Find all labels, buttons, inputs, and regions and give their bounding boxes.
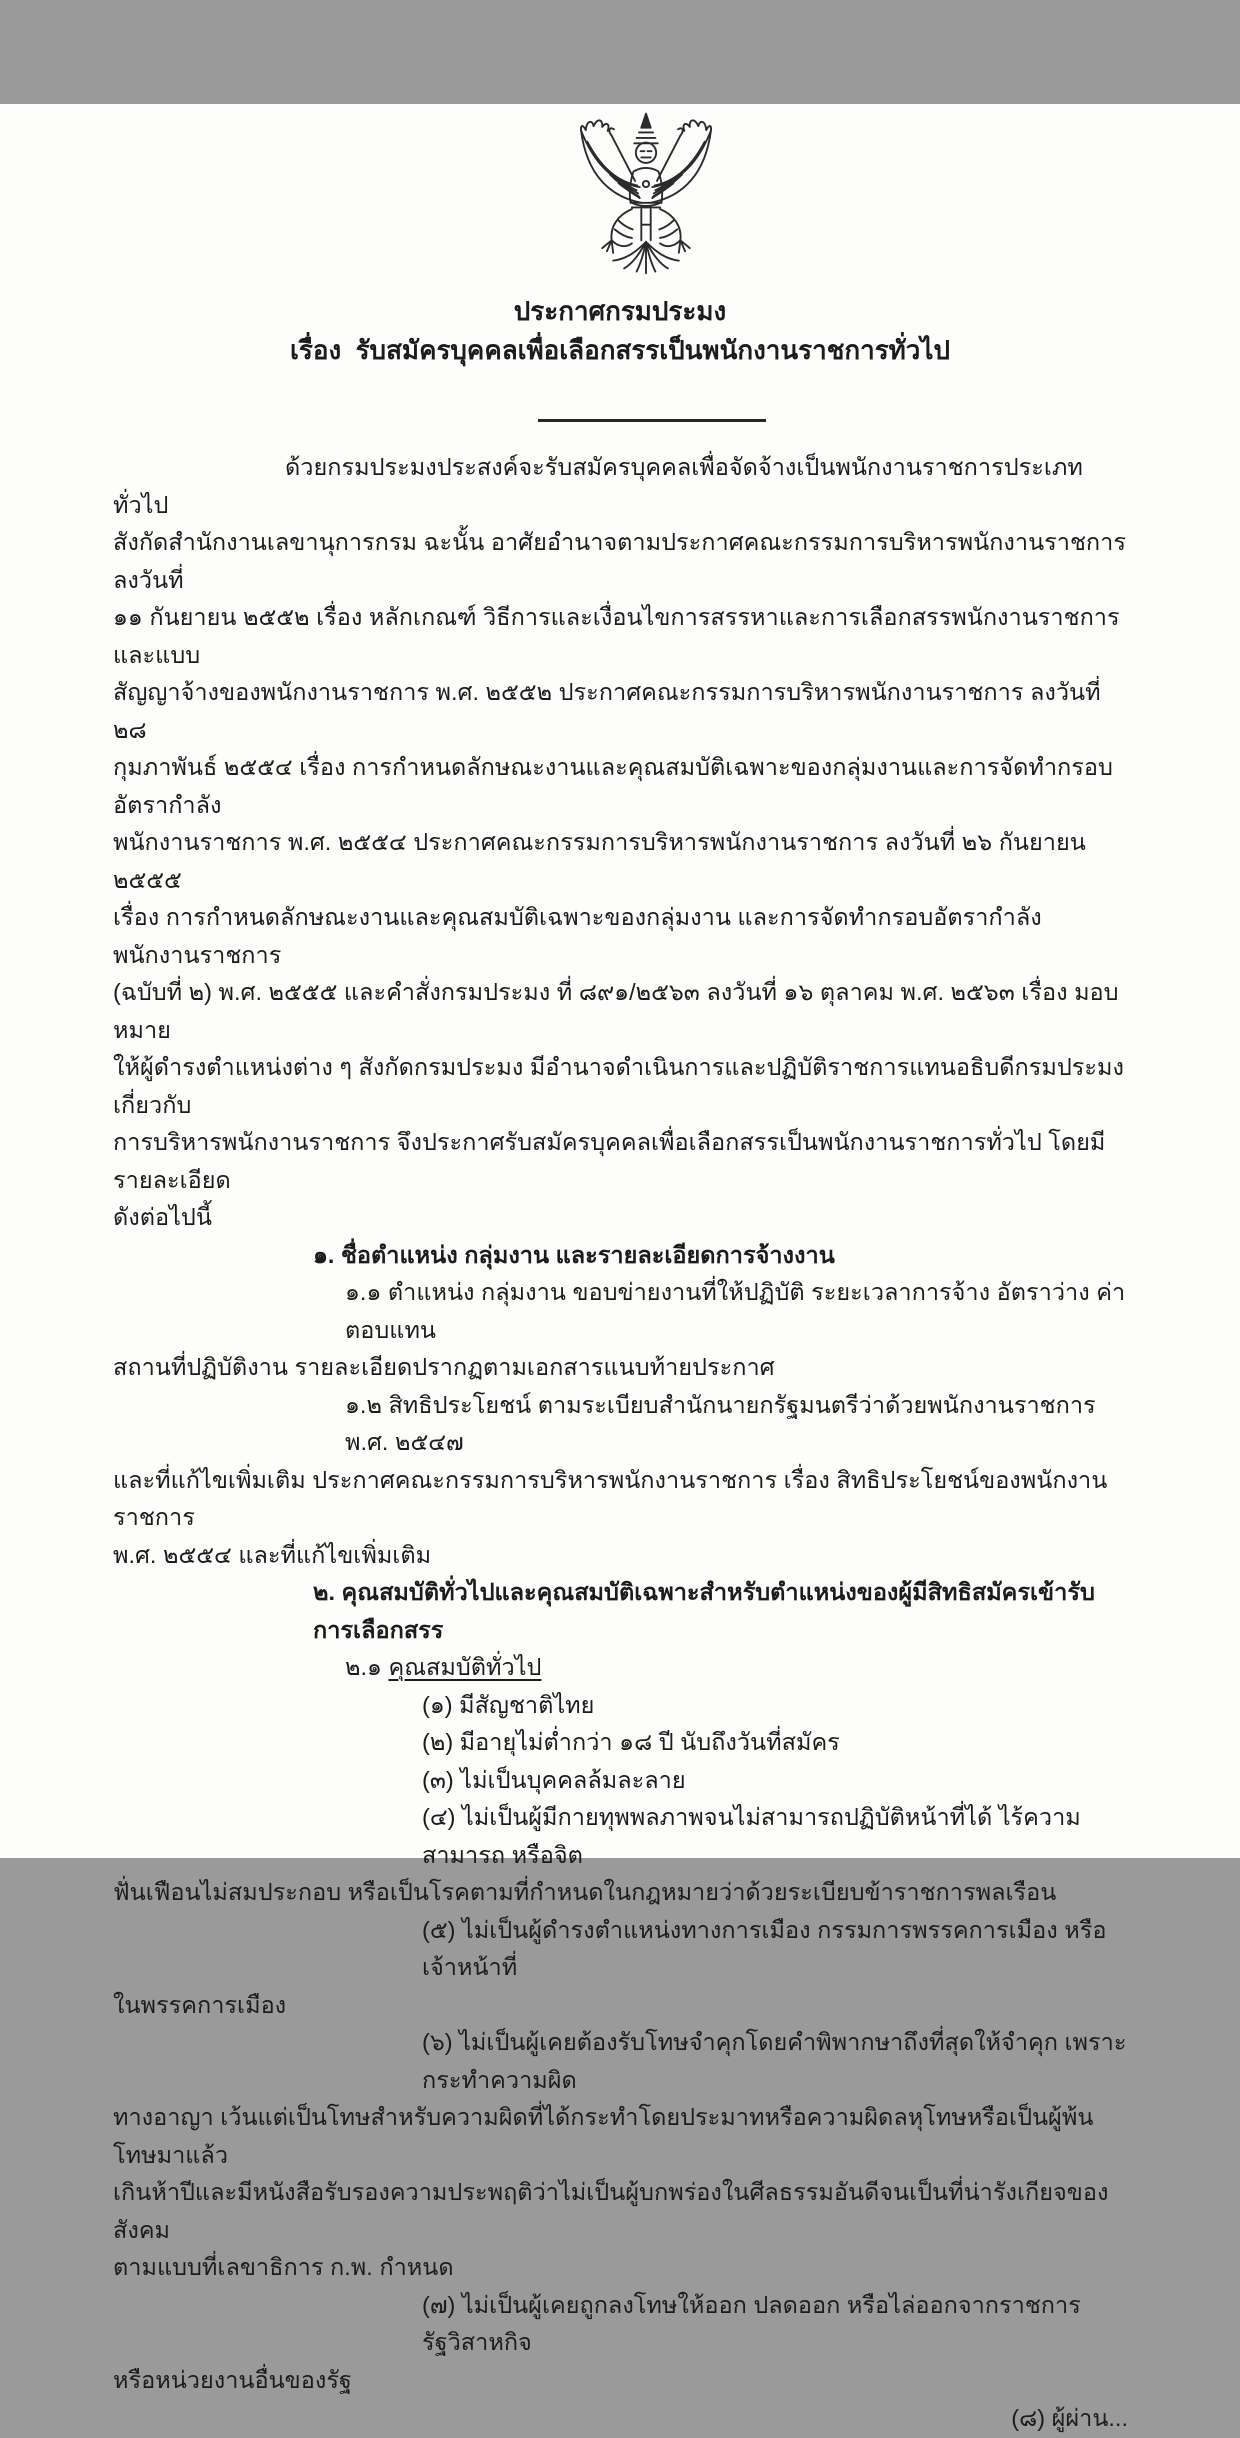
intro-line: กุมภาพันธ์ ๒๕๕๔ เรื่อง การกำหนดลักษณะงานและคุณสมบัติเฉพาะของกลุ่มงานและการจัดทำกรอบอัตรากำลัง: [113, 754, 1113, 818]
intro-line: เรื่อง การกำหนดลักษณะงานและคุณสมบัติเฉพาะของกลุ่มงาน และการจัดทำกรอบอัตรากำลังพนักงานราชการ: [113, 904, 1042, 968]
section-2-heading: ๒. คุณสมบัติทั่วไปและคุณสมบัติเฉพาะสำหรับตำแหน่งของผู้มีสิทธิสมัครเข้ารับการเลือกสรร: [313, 1579, 1095, 1643]
intro-line: พนักงานราชการ พ.ศ. ๒๕๕๔ ประกาศคณะกรรมการบริหารพนักงานราชการ ลงวันที่ ๒๖ กันยายน ๒๕๕๕: [113, 829, 1093, 893]
document-page: [0, 104, 1240, 2431]
page-continuation-note: (๘) ผู้ผ่าน...: [1011, 2405, 1128, 2431]
intro-line: ให้ผู้ดำรงตำแหน่งต่าง ๆ สังกัดกรมประมง มีอำนาจดำเนินการและปฏิบัติราชการแทนอธิบดีกรมประมงเกี่ยวกับ: [113, 1054, 1124, 1118]
document-body: [113, 449, 1133, 2438]
section-2-item-2-1: [113, 1649, 1128, 1687]
document-title: ประกาศกรมประมง: [513, 296, 727, 326]
section-1-heading: ๑. ชื่อตำแหน่ง กลุ่มงาน และรายละเอียดการจ้างงาน: [313, 1241, 835, 1268]
section-1-item-1-1-cont: สถานที่ปฏิบัติงาน รายละเอียดปรากฏตามเอกสารแนบท้ายประกาศ: [113, 1354, 775, 1380]
qualification-item-5-cont: ในพรรคการเมือง: [113, 1991, 287, 2018]
intro-line: ด้วยกรมประมงประสงค์จะรับสมัครบุคคลเพื่อจัดจ้างเป็นพนักงานราชการประเภททั่วไป: [113, 454, 1083, 518]
qualification-item-6-cont: ทางอาญา เว้นแต่เป็นโทษสำหรับความผิดที่ได้กระทำโดยประมาทหรือความผิดลหุโทษหรือเป็นผู้พ้นโทษมาแล้ว: [113, 2104, 1094, 2168]
garuda-emblem-icon: [560, 104, 732, 282]
section-1-item-1-2: ๑.๒ สิทธิประโยชน์ ตามระเบียบสำนักนายกรัฐมนตรีว่าด้วยพนักงานราชการ พ.ศ. ๒๕๔๗: [345, 1391, 1103, 1455]
qualification-item-5: (๕) ไม่เป็นผู้ดำรงตำแหน่งทางการเมือง กรรมการพรรคการเมือง หรือเจ้าหน้าที่: [422, 1916, 1107, 1980]
document-subject: เรื่อง รับสมัครบุคคลเพื่อเลือกสรรเป็นพนักงานราชการทั่วไป: [289, 335, 950, 365]
qualification-item-4: (๔) ไม่เป็นผู้มีกายทุพพลภาพจนไม่สามารถปฏิบัติหน้าที่ได้ ไร้ความสามารถ หรือจิต: [422, 1804, 1081, 1868]
section-1-item-1-1: ๑.๑ ตำแหน่ง กลุ่มงาน ขอบข่ายงานที่ให้ปฏิบัติ ระยะเวลาการจ้าง อัตราว่าง ค่าตอบแทน: [345, 1279, 1126, 1343]
qualification-item-7: (๗) ไม่เป็นผู้เคยถูกลงโทษให้ออก ปลดออก หรือไล่ออกจากราชการ รัฐวิสาหกิจ: [422, 2291, 1088, 2355]
qualification-item-3: (๓) ไม่เป็นบุคคลล้มละลาย: [422, 1766, 686, 1793]
qualification-item-6-cont: ตามแบบที่เลขาธิการ ก.พ. กำหนด: [113, 2254, 454, 2280]
qualification-item-1: (๑) มีสัญชาติไทย: [422, 1691, 595, 1718]
item-2-1-number: ๒.๑: [345, 1654, 389, 1680]
intro-line: ๑๑ กันยายน ๒๕๕๒ เรื่อง หลักเกณฑ์ วิธีการและเงื่อนไขการสรรหาและการเลือกสรรพนักงานราชการ และแบบ: [113, 604, 1127, 668]
intro-line: สังกัดสำนักงานเลขานุการกรม ฉะนั้น อาศัยอำนาจตามประกาศคณะกรรมการบริหารพนักงานราชการ ลงวันที่: [113, 529, 1133, 593]
item-2-1-title-underlined: คุณสมบัติทั่วไป: [388, 1654, 542, 1680]
intro-line: (ฉบับที่ ๒) พ.ศ. ๒๕๕๕ และคำสั่งกรมประมง ที่ ๘๙๑/๒๕๖๓ ลงวันที่ ๑๖ ตุลาคม พ.ศ. ๒๕๖๓ เรื่อง มอบหมาย: [113, 979, 1119, 1043]
intro-line: สัญญาจ้างของพนักงานราชการ พ.ศ. ๒๕๕๒ ประกาศคณะกรรมการบริหารพนักงานราชการ ลงวันที่ ๒๘: [113, 679, 1108, 743]
qualification-item-6: (๖) ไม่เป็นผู้เคยต้องรับโทษจำคุกโดยคำพิพากษาถึงที่สุดให้จำคุก เพราะกระทำความผิด: [422, 2029, 1127, 2093]
section-1-item-1-2-cont: พ.ศ. ๒๕๕๔ และที่แก้ไขเพิ่มเติม: [113, 1541, 432, 1568]
title-divider-rule: [538, 419, 766, 422]
intro-line: การบริหารพนักงานราชการ จึงประกาศรับสมัครบุคคลเพื่อเลือกสรรเป็นพนักงานราชการทั่วไป โดยมีรายละเอียด: [113, 1129, 1106, 1193]
section-1-item-1-2-cont: และที่แก้ไขเพิ่มเติม ประกาศคณะกรรมการบริหารพนักงานราชการ เรื่อง สิทธิประโยชน์ของพนักงานราชการ: [113, 1466, 1108, 1530]
qualification-item-6-cont: เกินห้าปีและมีหนังสือรับรองความประพฤติว่าไม่เป็นผู้บกพร่องในศีลธรรมอันดีจนเป็นที่น่ารังเกียจของสังคม: [113, 2179, 1109, 2243]
qualification-item-4-cont: ฟั่นเฟือนไม่สมประกอบ หรือเป็นโรคตามที่กำหนดในกฎหมายว่าด้วยระเบียบข้าราชการพลเรือน: [113, 1879, 1057, 1905]
qualification-item-2: (๒) มีอายุไม่ต่ำกว่า ๑๘ ปี นับถึงวันที่สมัคร: [422, 1729, 840, 1755]
intro-line: ดังต่อไปนี้: [113, 1204, 212, 1230]
qualification-item-7-cont: หรือหน่วยงานอื่นของรัฐ: [113, 2366, 352, 2393]
